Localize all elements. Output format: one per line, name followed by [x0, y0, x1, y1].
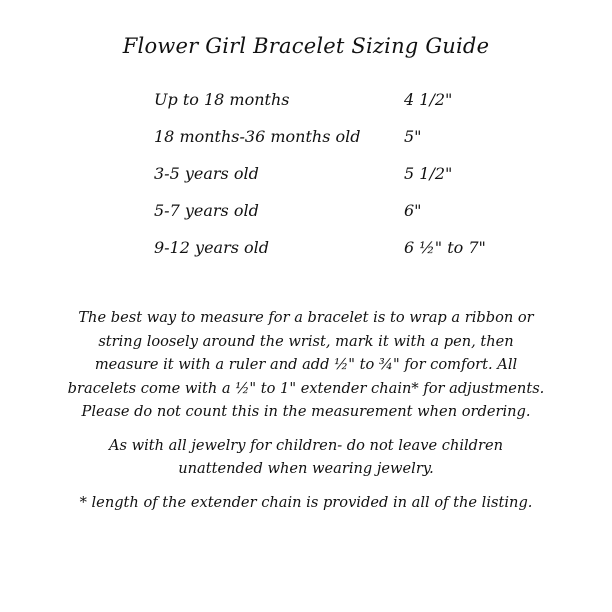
bracelet-length: 6 ½" to 7": [404, 238, 486, 257]
sizing-row: [0, 238, 612, 268]
age-range: 9-12 years old: [154, 238, 270, 257]
bracelet-length: 5 1/2": [404, 164, 453, 183]
bracelet-length: 4 1/2": [404, 90, 453, 109]
sizing-row: [0, 164, 612, 194]
measuring-instructions: The best way to measure for a bracelet is to wrap a ribbon or string loosely around the wrist, mark it with a pen, then measure it with a ruler and add ½" to ¾" for comfort. All bracelets come with a ½" to 1" extender chain* for adjustments. Please do not count this in the measurement when ordering.: [67, 309, 545, 420]
safety-note: As with all jewelry for children- do not leave children unattended when wearing jewelry.: [108, 436, 504, 477]
sizing-row: [0, 127, 612, 157]
age-range: 3-5 years old: [154, 164, 259, 183]
age-range: 18 months-36 months old: [154, 127, 361, 146]
sizing-row: [0, 201, 612, 231]
extender-footnote: * length of the extender chain is provided in all of the listing.: [79, 493, 533, 511]
age-range: Up to 18 months: [154, 90, 290, 109]
age-range: 5-7 years old: [154, 201, 259, 220]
sizing-row: [0, 90, 612, 120]
bracelet-length: 6": [404, 201, 422, 220]
page-title: Flower Girl Bracelet Sizing Guide: [122, 34, 490, 58]
bracelet-length: 5": [404, 127, 422, 146]
instructions: [66, 306, 546, 524]
